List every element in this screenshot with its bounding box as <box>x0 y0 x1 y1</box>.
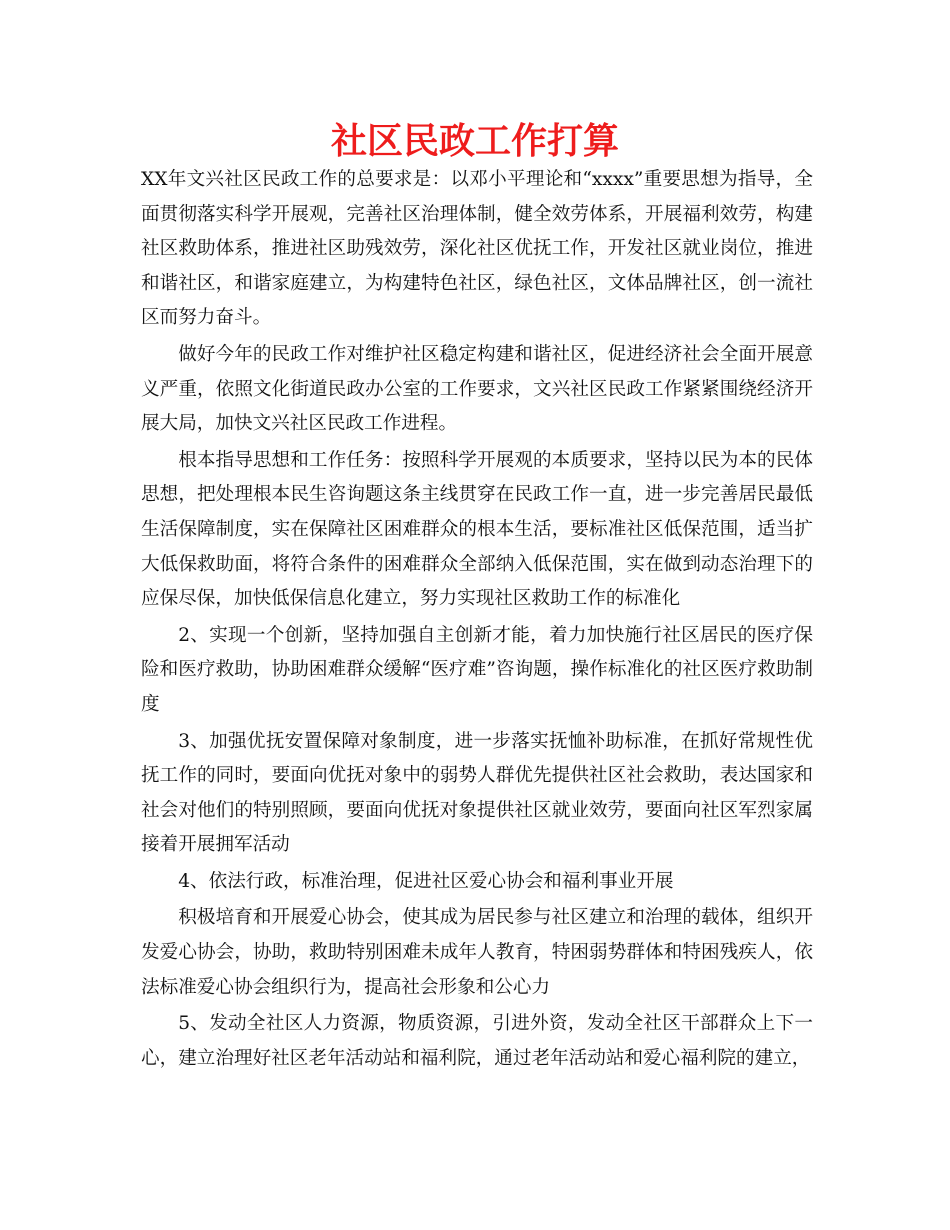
paragraph-charity-association: 积极培育和开展爱心协会，使其成为居民参与社区建立和治理的载体，组织开发爱心协会，协助，救助特别困难未成年人教育，特困弱势群体和特困残疾人，依法标准爱心协会组织行为，提高社会形象和公心力 <box>141 907 813 998</box>
document-body <box>141 163 813 1078</box>
paragraph-item-4: 4、依法行政，标准治理，促进社区爱心协会和福利事业开展 <box>178 870 674 892</box>
paragraph-overview: XX年文兴社区民政工作的总要求是：以邓小平理论和“xxxx”重要思想为指导，全面贯彻落实科学开展观，完善社区治理体制，健全效劳体系，开展福利效劳，构建社区救助体系，推进社区助残效劳，深化社区优抚工作，开发社区就业岗位，推进和谐社区，和谐家庭建立，为构建特色社区，绿色社区，文体品牌社区，创一流社区而努力奋斗。 <box>141 169 813 329</box>
paragraph-item-3: 3、加强优抚安置保障对象制度，进一步落实抚恤补助标准，在抓好常规性优抚工作的同时，要面向优抚对象中的弱势人群优先提供社区社会救助，表达国家和社会对他们的特别照顾，要面向优抚对象提供社区就业效劳，要面向社区军烈家属接着开展拥军活动 <box>141 730 813 856</box>
paragraph-item-2: 2、实现一个创新，坚持加强自主创新才能，着力加快施行社区居民的医疗保险和医疗救助，协助困难群众缓解“医疗难”咨询题，操作标准化的社区医疗救助制度 <box>141 624 813 715</box>
document-title: 社区民政工作打算 <box>330 121 619 162</box>
paragraph-significance: 做好今年的民政工作对维护社区稳定构建和谐社区，促进经济社会全面开展意义严重，依照文化街道民政办公室的工作要求，文兴社区民政工作紧紧围绕经济开展大局，加快文兴社区民政工作进程。 <box>141 343 813 435</box>
paragraph-guiding-thought: 根本指导思想和工作任务：按照科学开展观的本质要求，坚持以民为本的民体思想，把处理根本民生咨询题这条主线贯穿在民政工作一直，进一步完善居民最低生活保障制度，实在保障社区困难群众的根本生活，要标准社区低保范围，适当扩大低保救助面，将符合条件的困难群众全部纳入低保范围，实在做到动态治理下的应保尽保，加快低保信息化建立，努力实现社区救助工作的标准化 <box>141 449 813 610</box>
paragraph-item-5: 5、发动全社区人力资源，物质资源，引进外资，发动全社区干部群众上下一心，建立治理好社区老年活动站和福利院，通过老年活动站和爱心福利院的建立， <box>141 1013 813 1069</box>
